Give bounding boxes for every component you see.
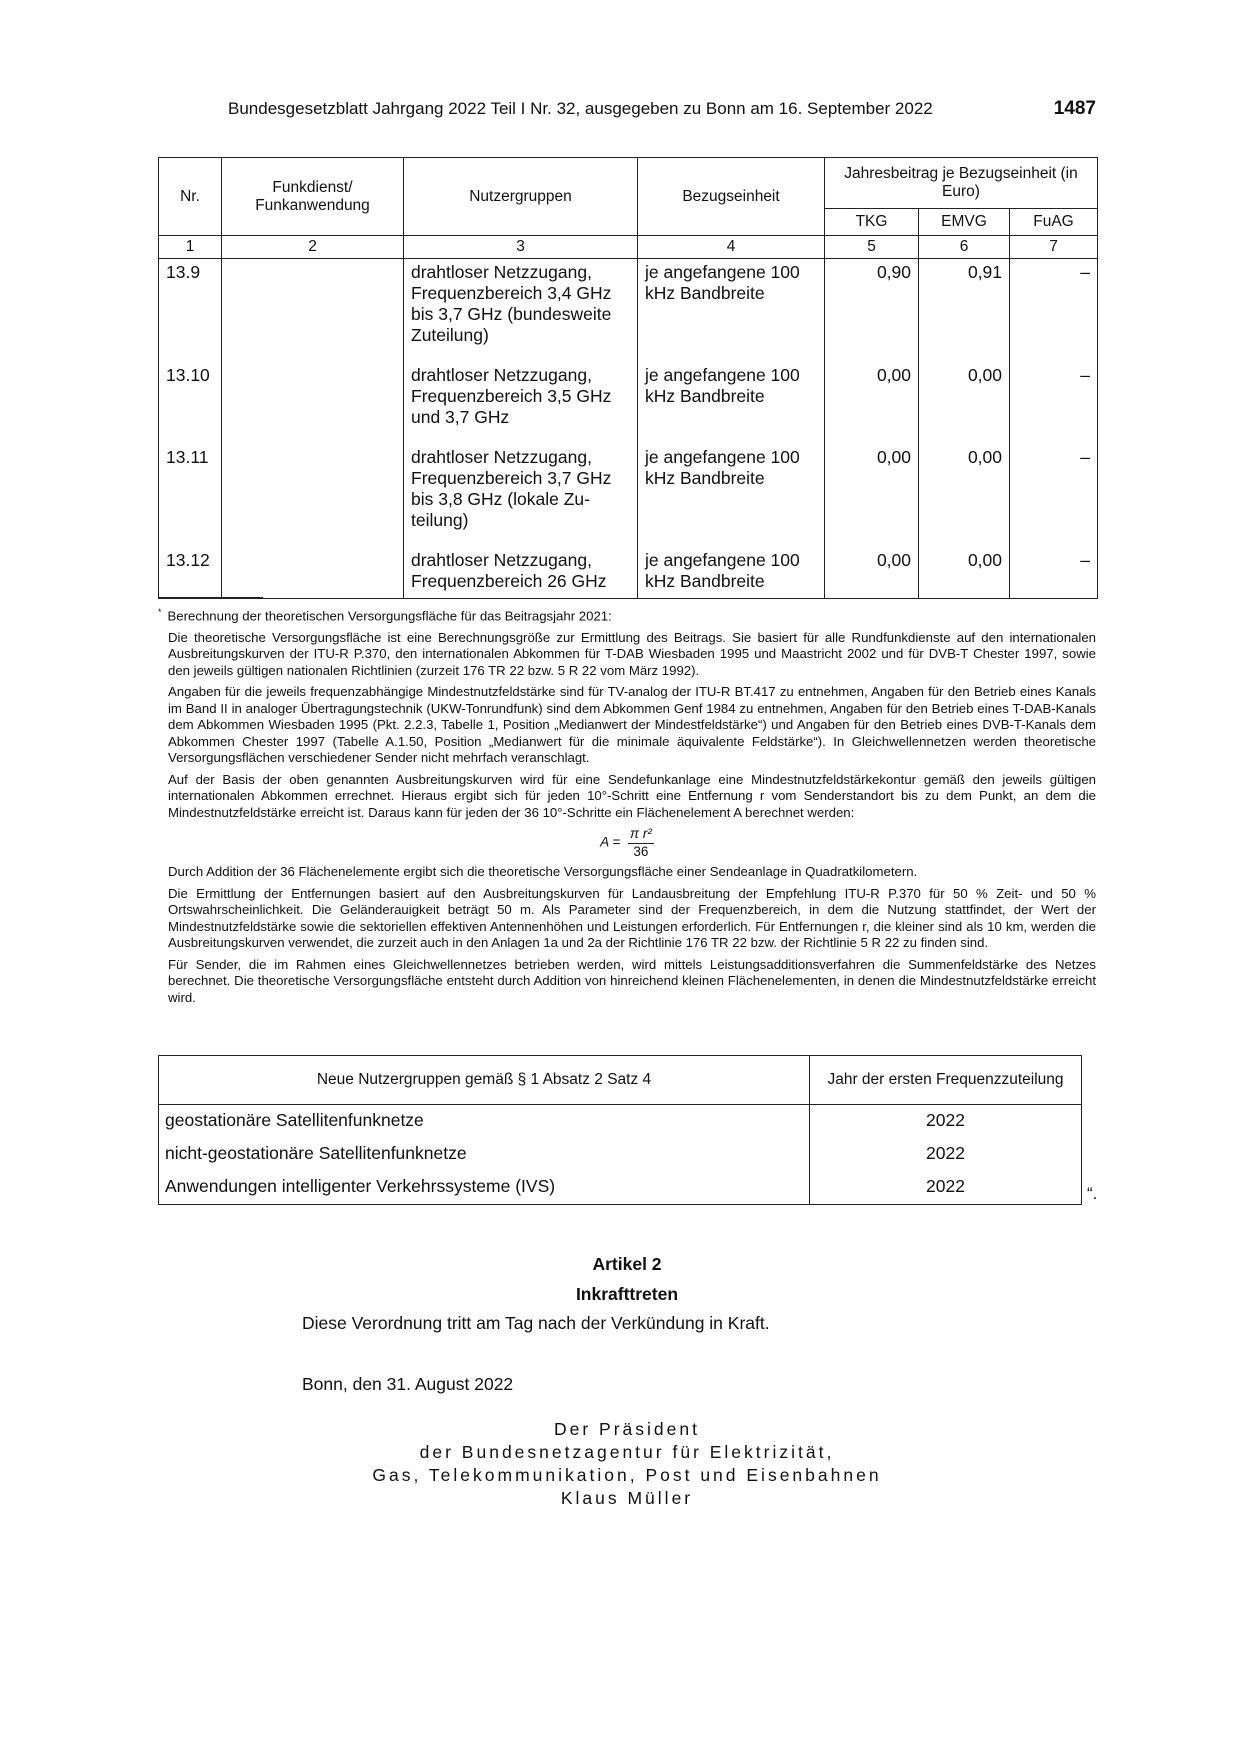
header-jahresbeitrag: Jahresbeitrag je Bezugseinheit (in Euro) [825, 158, 1098, 209]
footnote-heading [158, 604, 1096, 625]
footnote-paragraph: Angaben für die jeweils frequenzabhängige Mindestnutzfeldstärke sind für TV-analog der ITU-R BT.417 zu entnehmen, Angaben für den Betrieb eines Kanals im Band II in analoger Übertragungstechnik (UKW-Tonrundfunk) sind dem Abkommen Genf 1984 zu entnehmen, Angaben für den Betrieb eines T-DAB-Kanals dem Abkommen Wiesbaden 1995 (Pkt. 2.2.3, Tabelle 1, Position „Medianwert der Mindestfeldstärke“) und Angaben für den Betrieb eines DVB-T-Kanals dem Abkommen Chester 1997 (Tabelle A.1.50, Position „Medianwert für die minimale äquivalente Feldstärke“). In Gleichwellennetzen werden theoretische Versorgungsflächen verschiedener Sender nicht mehrfach veranschlagt. [168, 684, 1096, 766]
row-tkg: 0,00 [825, 444, 919, 547]
column-number: 4 [638, 236, 825, 259]
formula-denominator: 36 [633, 843, 649, 859]
page-number: 1487 [1053, 98, 1096, 119]
signature-line: Der Präsident [554, 1419, 700, 1439]
table-row [159, 1138, 1082, 1171]
table-row [159, 1105, 1082, 1139]
row-fuag: – [1010, 444, 1098, 547]
column-number: 2 [222, 236, 404, 259]
footnote-marker: * [158, 607, 162, 617]
row-tkg: 0,90 [825, 259, 919, 363]
header-funkdienst: Funkdienst/ Funkanwendung [222, 158, 404, 236]
row-nr: 13.12 [159, 547, 222, 599]
row-fuag: – [1010, 362, 1098, 444]
place-date: Bonn, den 31. August 2022 [302, 1374, 514, 1394]
column-number: 1 [159, 236, 222, 259]
row-nutzergruppen: drahtloser Netzzugang, Frequenzbereich 3,4 GHz bis 3,7 GHz (bundesweite Zuteilung) [404, 259, 638, 363]
header-tkg: TKG [825, 209, 919, 236]
article-text: Diese Verordnung tritt am Tag nach der Verkündung in Kraft. [302, 1313, 770, 1333]
row-funkdienst [222, 547, 404, 599]
signature-line: Gas, Telekommunikation, Post und Eisenbahnen [372, 1465, 882, 1485]
column-number-row [159, 236, 1098, 259]
row-nutzergruppen: drahtloser Netzzugang, Frequenzbereich 26 GHz [404, 547, 638, 599]
column-number: 7 [1010, 236, 1098, 259]
formula-fraction [628, 826, 654, 860]
article-number: Artikel 2 [592, 1254, 662, 1274]
row-fuag: – [1010, 547, 1098, 599]
header-emvg: EMVG [919, 209, 1010, 236]
row-nr: 13.10 [159, 362, 222, 444]
row-funkdienst [222, 362, 404, 444]
article-title: Inkrafttreten [575, 1284, 679, 1304]
header-nutzergruppen: Nutzergruppen [404, 158, 638, 236]
table-row [159, 259, 1098, 363]
page-header [158, 98, 1096, 120]
signature-block [158, 1418, 1096, 1510]
header-nr: Nr. [159, 158, 222, 236]
row-emvg: 0,00 [919, 362, 1010, 444]
row-tkg: 0,00 [825, 547, 919, 599]
signatory-name: Klaus Müller [560, 1488, 694, 1508]
footnote-paragraph: Auf der Basis der oben genannten Ausbreitungskurven wird für eine Sendefunkanlage eine Mindestnutzfeldstärkekontur gemäß den jeweils gültigen internationalen Abkommen errechnet. Hieraus ergibt sich für jeden 10°-Schritt eine Entfernung r vom Senderstandort bis zu dem Punkt, an dem die Mindestnutzfeldstärke erreicht ist. Daraus kann für jeden der 36 10°-Schritte ein Flächenelement A berechnet werden: [168, 771, 1096, 820]
footnote-paragraph: Die theoretische Versorgungsfläche ist eine Berechnungsgröße zur Ermittlung des Beitrags. Sie basiert für alle Rundfunkdienste auf den internationalen Ausbreitungskurven der ITU-R P.370, den internationalen Abkommen für T-DAB Wiesbaden 1995 und Maastricht 2002 und für DVB-T Chester 1997, sowie den jeweils gültigen nationalen Richtlinien (zurzeit 176 TR 22 bzw. 5 R 22 vom März 1992). [168, 629, 1096, 678]
column-number: 5 [825, 236, 919, 259]
row-emvg: 0,91 [919, 259, 1010, 363]
footnote-heading-text: Berechnung der theoretischen Versorgungsfläche für das Beitragsjahr 2021: [167, 608, 612, 624]
formula-lhs: A = [600, 834, 621, 850]
row-bezugseinheit: je angefangene 100 kHz Bandbreite [638, 362, 825, 444]
column-number: 6 [919, 236, 1010, 259]
header-first-assignment-year: Jahr der ersten Frequenzzuteilung [810, 1056, 1082, 1105]
row-nutzergruppen: drahtloser Netzzugang, Frequenzbereich 3,7 GHz bis 3,8 GHz (lokale Zu-teilung) [404, 444, 638, 547]
row-emvg: 0,00 [919, 444, 1010, 547]
fee-table [158, 157, 1098, 599]
row-user-group: nicht-geostationäre Satellitenfunknetze [159, 1138, 810, 1171]
table-row [159, 444, 1098, 547]
row-user-group: Anwendungen intelligenter Verkehrssysteme (IVS) [159, 1171, 810, 1205]
formula-numerator: π r² [628, 826, 654, 844]
footnote-rule [158, 597, 263, 598]
row-nr: 13.9 [159, 259, 222, 363]
row-bezugseinheit: je angefangene 100 kHz Bandbreite [638, 259, 825, 363]
row-year: 2022 [810, 1171, 1082, 1205]
table-row [159, 1171, 1082, 1205]
header-fuag: FuAG [1010, 209, 1098, 236]
row-fuag: – [1010, 259, 1098, 363]
footnote-paragraph: Durch Addition der 36 Flächenelemente ergibt sich die theoretische Versorgungsfläche einer Sendeanlage in Quadratkilometern. [168, 864, 918, 880]
header-bezugseinheit: Bezugseinheit [638, 158, 825, 236]
footnotes [158, 604, 1096, 1011]
footnote-paragraph: Die Ermittlung der Entfernungen basiert auf den Ausbreitungskurven für Landausbreitung der Empfehlung ITU-R P.370 für 50 % Zeit- und 50 % Ortswahrscheinlichkeit. Die Geländerauigkeit beträgt 50 m. Als Parameter sind der Frequenzbereich, in dem die Nutzung stattfindet, der Wert der Mindestnutzfeldstärke sowie die sektoriellen effektiven Antennenhöhen und Leistungen erforderlich. Für Entfernungen r, die kleiner sind als 10 km, werden die Ausbreitungskurven verwendet, die zurzeit auch in den Anlagen 1a und 2a der Richtlinie 176 TR 22 bzw. der Richtlinie 5 R 22 zu finden sind. [168, 885, 1096, 951]
row-funkdienst [222, 444, 404, 547]
area-formula [158, 826, 1096, 860]
header-text: Bundesgesetzblatt Jahrgang 2022 Teil I Nr. 32, ausgegeben zu Bonn am 16. September 2022 [228, 99, 933, 118]
row-emvg: 0,00 [919, 547, 1010, 599]
row-year: 2022 [810, 1138, 1082, 1171]
row-bezugseinheit: je angefangene 100 kHz Bandbreite [638, 444, 825, 547]
closing-quote: “. [1087, 1184, 1098, 1203]
column-number: 3 [404, 236, 638, 259]
footnote-paragraph: Für Sender, die im Rahmen eines Gleichwellennetzes betrieben werden, wird mittels Leistungsadditionsverfahren die Summenfeldstärke des Netzes berechnet. Die theoretische Versorgungsfläche entsteht durch Addition von hinreichend kleinen Flächenelementen, in denen die Mindestnutzfeldstärke erreicht wird. [168, 956, 1096, 1005]
row-funkdienst [222, 259, 404, 363]
row-nr: 13.11 [159, 444, 222, 547]
row-bezugseinheit: je angefangene 100 kHz Bandbreite [638, 547, 825, 599]
row-user-group: geostationäre Satellitenfunknetze [159, 1105, 810, 1139]
signature-line: der Bundesnetzagentur für Elektrizität, [419, 1442, 835, 1462]
user-group-table [158, 1055, 1082, 1205]
row-year: 2022 [810, 1105, 1082, 1139]
header-user-group: Neue Nutzergruppen gemäß § 1 Absatz 2 Satz 4 [159, 1056, 810, 1105]
row-tkg: 0,00 [825, 362, 919, 444]
table-row [159, 547, 1098, 599]
table-row [159, 362, 1098, 444]
row-nutzergruppen: drahtloser Netzzugang, Frequenzbereich 3,5 GHz und 3,7 GHz [404, 362, 638, 444]
